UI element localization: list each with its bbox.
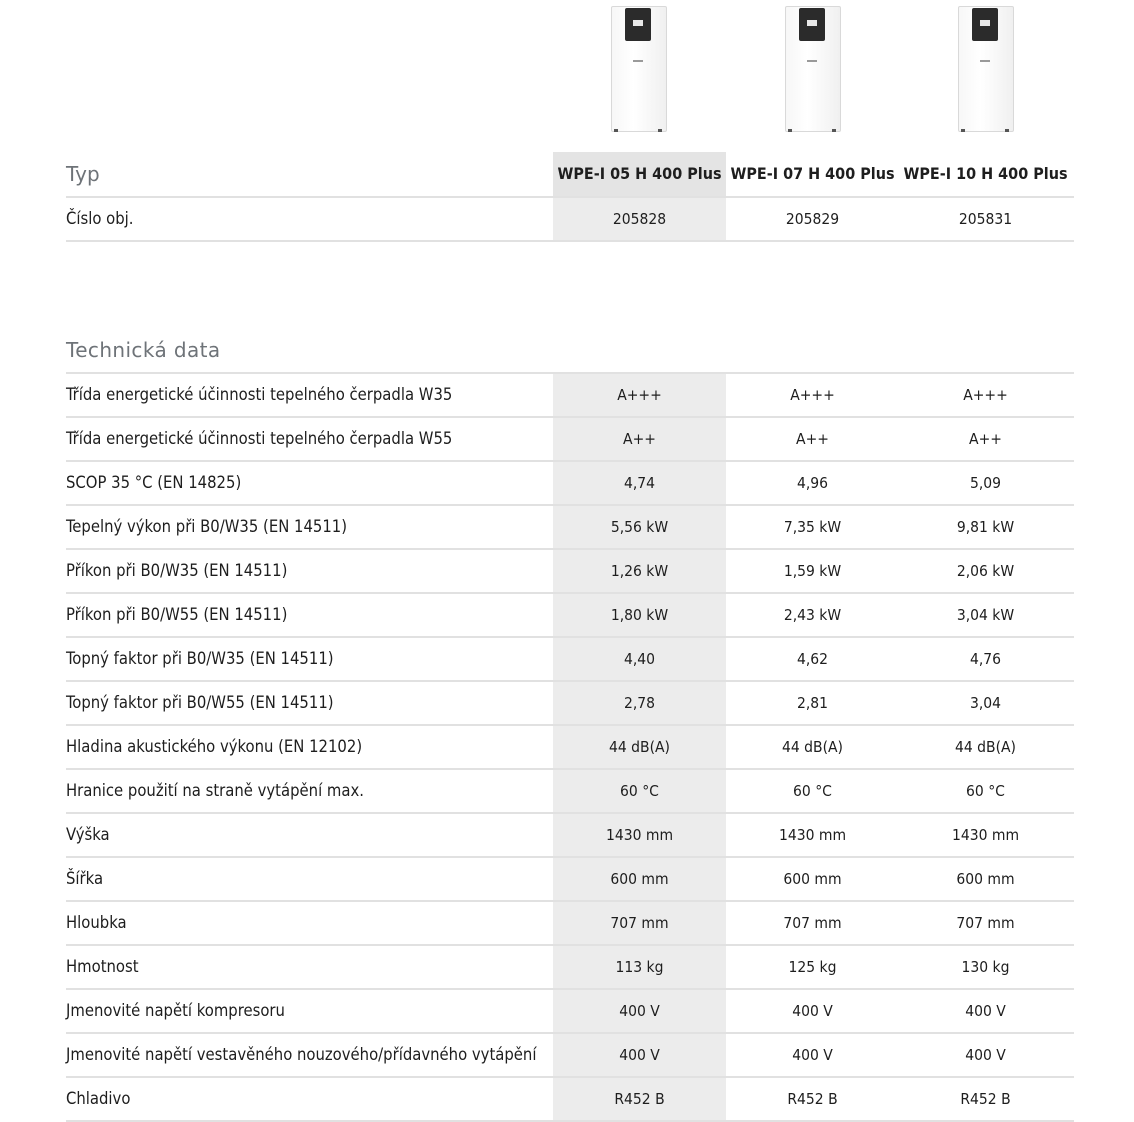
- tech-row: [66, 550, 1074, 594]
- tech-row: [66, 902, 1074, 946]
- tech-row-label: Chladivo: [66, 1089, 131, 1108]
- tech-row-value-3: A++: [969, 430, 1002, 448]
- tech-row-value-3: 400 V: [965, 1046, 1006, 1064]
- tech-row-value-1: 400 V: [553, 1034, 726, 1076]
- type-row: [66, 152, 1074, 198]
- tech-row: [66, 858, 1074, 902]
- tech-row-value-2: 7,35 kW: [783, 518, 842, 536]
- tech-row: [66, 638, 1074, 682]
- product-image-wpe-i-10[interactable]: [958, 6, 1016, 132]
- order-number-3: 205831: [958, 210, 1013, 228]
- tech-row: [66, 462, 1074, 506]
- tech-row-value-2: A++: [796, 430, 829, 448]
- tech-row: [66, 990, 1074, 1034]
- tech-row-value-3: 9,81 kW: [956, 518, 1015, 536]
- tech-row-value-1: 1,80 kW: [553, 594, 726, 636]
- tech-row-value-2: 4,62: [796, 650, 829, 668]
- tech-row-value-2: 600 mm: [783, 870, 842, 888]
- tech-row-value-1: 1,26 kW: [553, 550, 726, 592]
- tech-row-value-1: 4,40: [553, 638, 726, 680]
- tech-row-value-1: 400 V: [553, 990, 726, 1032]
- tech-row-value-1: 5,56 kW: [553, 506, 726, 548]
- tech-row-label: Hranice použití na straně vytápění max.: [66, 781, 364, 800]
- tech-row: [66, 682, 1074, 726]
- order-number-row: [66, 198, 1074, 242]
- foot: [1005, 129, 1009, 132]
- display-screen: [807, 20, 817, 26]
- brand-logo: [633, 60, 643, 62]
- tech-row-value-3: R452 B: [960, 1090, 1011, 1108]
- tech-row-value-2: R452 B: [787, 1090, 838, 1108]
- brand-logo: [807, 60, 817, 62]
- tech-row-value-2: 2,81: [796, 694, 829, 712]
- tech-row-label: Příkon při B0/W55 (EN 14511): [66, 605, 288, 624]
- display-screen: [980, 20, 990, 26]
- tech-row-value-1: 113 kg: [553, 946, 726, 988]
- tech-row-label: Třída energetické účinnosti tepelného čerpadla W35: [66, 385, 453, 404]
- tech-row-value-2: 1430 mm: [778, 826, 847, 844]
- tech-row-value-3: 3,04: [969, 694, 1002, 712]
- tech-row-value-2: 707 mm: [783, 914, 842, 932]
- tech-row-value-3: 5,09: [969, 474, 1002, 492]
- tech-row-value-1: R452 B: [553, 1078, 726, 1120]
- tech-row-value-1: 44 dB(A): [553, 726, 726, 768]
- tech-row-label: Výška: [66, 825, 110, 844]
- tech-row-value-1: A++: [553, 418, 726, 460]
- tech-row-label: Topný faktor při B0/W55 (EN 14511): [66, 693, 334, 712]
- tech-row-value-2: 400 V: [792, 1002, 833, 1020]
- tech-row-label: Šířka: [66, 869, 104, 888]
- tech-row: [66, 418, 1074, 462]
- tech-row-value-3: 60 °C: [966, 782, 1005, 800]
- order-number-label: Číslo obj.: [66, 209, 134, 228]
- tech-row-value-3: 400 V: [965, 1002, 1006, 1020]
- brand-logo: [980, 60, 990, 62]
- tech-row-value-3: 130 kg: [961, 958, 1010, 976]
- tech-row: [66, 1034, 1074, 1078]
- tech-row-label: Jmenovité napětí vestavěného nouzového/přídavného vytápění: [66, 1045, 537, 1064]
- tech-row: [66, 946, 1074, 990]
- tech-row-value-3: 2,06 kW: [956, 562, 1015, 580]
- tech-row-value-2: 400 V: [792, 1046, 833, 1064]
- product-images: [553, 0, 1073, 150]
- control-panel: [625, 8, 651, 41]
- tech-row: [66, 770, 1074, 814]
- tech-row-value-1: 1430 mm: [553, 814, 726, 856]
- product-name-1[interactable]: WPE-I 05 H 400 Plus: [553, 152, 726, 196]
- tech-row: [66, 374, 1074, 418]
- tech-row-label: Hloubka: [66, 913, 127, 932]
- foot: [658, 129, 662, 132]
- tech-row-label: SCOP 35 °C (EN 14825): [66, 473, 242, 492]
- tech-row-value-3: 3,04 kW: [956, 606, 1015, 624]
- tech-row-value-3: 600 mm: [956, 870, 1015, 888]
- tech-row-label: Třída energetické účinnosti tepelného čerpadla W55: [66, 429, 453, 448]
- tech-row-label: Topný faktor při B0/W35 (EN 14511): [66, 649, 334, 668]
- tech-row-value-1: 707 mm: [553, 902, 726, 944]
- product-image-wpe-i-07[interactable]: [785, 6, 843, 132]
- control-panel: [972, 8, 998, 41]
- product-image-wpe-i-05[interactable]: [611, 6, 669, 132]
- foot: [614, 129, 618, 132]
- tech-row: [66, 594, 1074, 638]
- tech-row-value-2: 60 °C: [793, 782, 832, 800]
- tech-row: [66, 1078, 1074, 1122]
- tech-row-value-2: 1,59 kW: [783, 562, 842, 580]
- tech-row-value-1: 60 °C: [553, 770, 726, 812]
- tech-row-label: Příkon při B0/W35 (EN 14511): [66, 561, 288, 580]
- technical-data-table: [66, 372, 1074, 1122]
- tech-row-label: Hmotnost: [66, 957, 139, 976]
- tech-row-value-2: 2,43 kW: [783, 606, 842, 624]
- foot: [788, 129, 792, 132]
- tech-row-value-3: 1430 mm: [951, 826, 1020, 844]
- foot: [832, 129, 836, 132]
- foot: [961, 129, 965, 132]
- tech-row-value-1: A+++: [553, 374, 726, 416]
- tech-row-value-1: 600 mm: [553, 858, 726, 900]
- display-screen: [633, 20, 643, 26]
- tech-row-value-2: 4,96: [796, 474, 829, 492]
- order-number-2: 205829: [785, 210, 840, 228]
- technical-data-title: Technická data: [66, 338, 221, 362]
- tech-row-value-2: 125 kg: [788, 958, 837, 976]
- tech-row: [66, 506, 1074, 550]
- product-header-table: [66, 152, 1074, 242]
- product-name-3[interactable]: WPE-I 10 H 400 Plus: [903, 164, 1068, 183]
- tech-row: [66, 814, 1074, 858]
- tech-row-value-3: 44 dB(A): [954, 738, 1016, 756]
- tech-row-label: Hladina akustického výkonu (EN 12102): [66, 737, 363, 756]
- tech-row-label: Tepelný výkon při B0/W35 (EN 14511): [66, 517, 348, 536]
- tech-row-value-3: 707 mm: [956, 914, 1015, 932]
- tech-row: [66, 726, 1074, 770]
- product-name-2[interactable]: WPE-I 07 H 400 Plus: [730, 164, 895, 183]
- tech-row-value-2: A+++: [790, 386, 835, 404]
- tech-row-value-1: 2,78: [553, 682, 726, 724]
- tech-row-label: Jmenovité napětí kompresoru: [66, 1001, 285, 1020]
- tech-row-value-3: 4,76: [969, 650, 1002, 668]
- tech-row-value-2: 44 dB(A): [781, 738, 843, 756]
- control-panel: [799, 8, 825, 41]
- tech-row-value-1: 4,74: [553, 462, 726, 504]
- order-number-1: 205828: [553, 198, 726, 240]
- tech-row-value-3: A+++: [963, 386, 1008, 404]
- type-label: Typ: [66, 162, 100, 186]
